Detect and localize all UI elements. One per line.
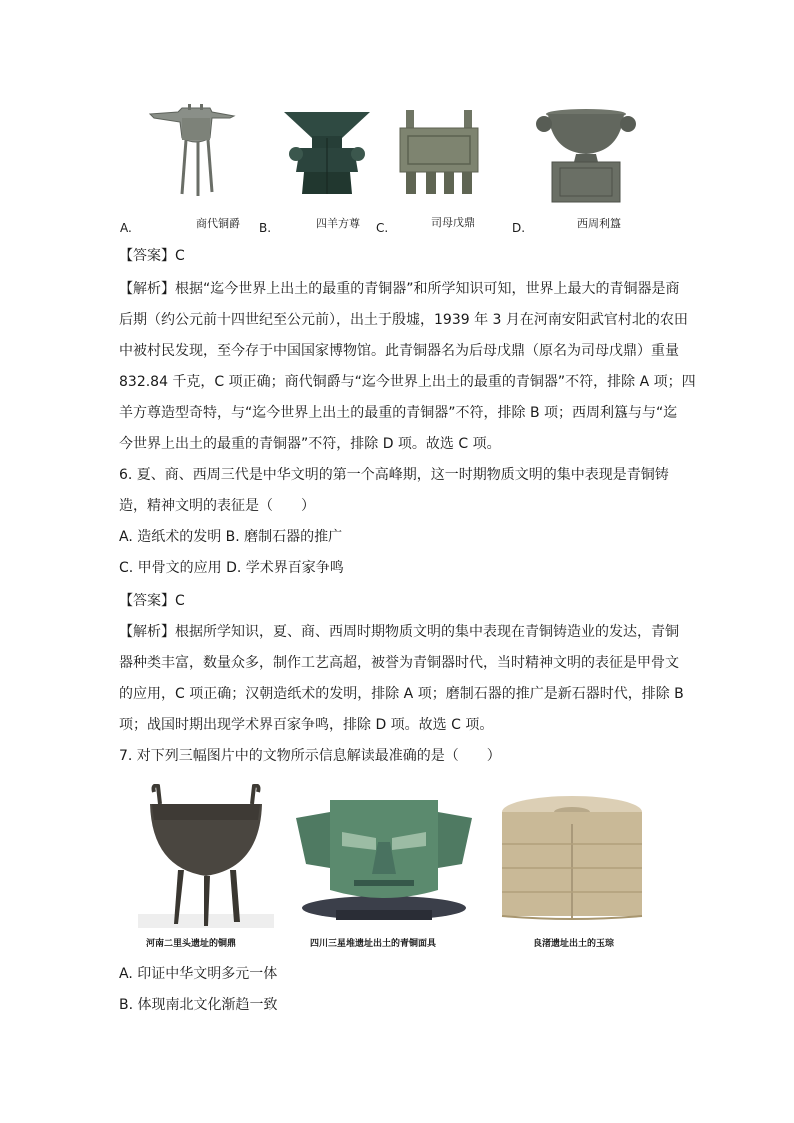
q6-analysis-line: 器种类丰富，数量众多，制作工艺高超，被誉为青铜器时代，当时精神文明的表征是甲骨文 bbox=[119, 655, 679, 671]
q7-option-b: B. 体现南北文化渐趋一致 bbox=[119, 997, 278, 1013]
q5-option-c-letter: C. bbox=[376, 221, 389, 235]
q5-analysis-line: 羊方尊造型奇特，与“迄今世界上出土的最重的青铜器”不符，排除 B 项；西周利簋与与“迄 bbox=[119, 405, 678, 421]
q6-option-line: C. 甲骨文的应用 D. 学术界百家争鸣 bbox=[119, 560, 344, 576]
sanxingdui-bronze-mask-image bbox=[296, 798, 472, 926]
q6-answer: 【答案】C bbox=[119, 593, 185, 609]
simuwu-ding-image bbox=[396, 108, 482, 196]
q5-option-b-letter: B. bbox=[259, 221, 272, 235]
bronze-jue-image bbox=[148, 104, 238, 200]
erlitou-bronze-ding-image bbox=[138, 784, 274, 928]
q5-option-a-caption: 商代铜爵 bbox=[196, 217, 240, 230]
q5-option-d-letter: D. bbox=[512, 221, 526, 235]
q5-analysis-line: 今世界上出土的最重的青铜器”不符，排除 D 项。故选 C 项。 bbox=[119, 436, 501, 452]
q5-option-c-caption: 司母戊鼎 bbox=[431, 216, 475, 229]
q6-stem-line: 造，精神文明的表征是（ ） bbox=[119, 498, 315, 514]
q5-option-a-letter: A. bbox=[120, 221, 132, 235]
q7-option-a: A. 印证中华文明多元一体 bbox=[119, 966, 278, 982]
q5-analysis-line: 中被村民发现，至今存于中国国家博物馆。此青铜器名为后母戊鼎（原名为司母戊鼎）重量 bbox=[119, 343, 679, 359]
q6-analysis-line: 的应用，C 项正确；汉朝造纸术的发明，排除 A 项；磨制石器的推广是新石器时代，排除 B bbox=[119, 686, 684, 702]
q7-caption-liangzhu: 良渚遗址出土的玉琮 bbox=[533, 939, 615, 949]
q7-caption-erlitou: 河南二里头遗址的铜鼎 bbox=[146, 939, 237, 949]
li-gui-image bbox=[536, 106, 636, 204]
q7-stem: 7. 对下列三幅图片中的文物所示信息解读最准确的是（ ） bbox=[119, 748, 501, 764]
q7-caption-sanxingdui: 四川三星堆遗址出土的青铜面具 bbox=[310, 939, 437, 949]
q5-analysis-line: 832.84 千克，C 项正确；商代铜爵与“迄今世界上出土的最重的青铜器”不符，排除 A 项；四 bbox=[119, 374, 696, 390]
q6-stem-line: 6. 夏、商、西周三代是中华文明的第一个高峰期，这一时期物质文明的集中表现是青铜铸 bbox=[119, 467, 669, 483]
q5-analysis-line: 【解析】根据“迄今世界上出土的最重的青铜器”和所学知识可知，世界上最大的青铜器是商 bbox=[119, 281, 680, 297]
q6-analysis-line: 【解析】根据所学知识，夏、商、西周时期物质文明的集中表现在青铜铸造业的发达，青铜 bbox=[119, 624, 679, 640]
q6-option-line: A. 造纸术的发明 B. 磨制石器的推广 bbox=[119, 529, 343, 545]
q6-analysis-line: 项；战国时期出现学术界百家争鸣，排除 D 项。故选 C 项。 bbox=[119, 717, 494, 733]
four-goat-fangzun-image bbox=[282, 108, 372, 196]
q5-option-d-caption: 西周利簋 bbox=[577, 217, 621, 230]
q5-option-b-caption: 四羊方尊 bbox=[316, 217, 360, 230]
q5-analysis-line: 后期（约公元前十四世纪至公元前），出土于殷墟，1939 年 3 月在河南安阳武官村北的农田 bbox=[119, 312, 688, 328]
liangzhu-jade-cong-image bbox=[490, 794, 654, 922]
q5-answer: 【答案】C bbox=[119, 248, 185, 264]
